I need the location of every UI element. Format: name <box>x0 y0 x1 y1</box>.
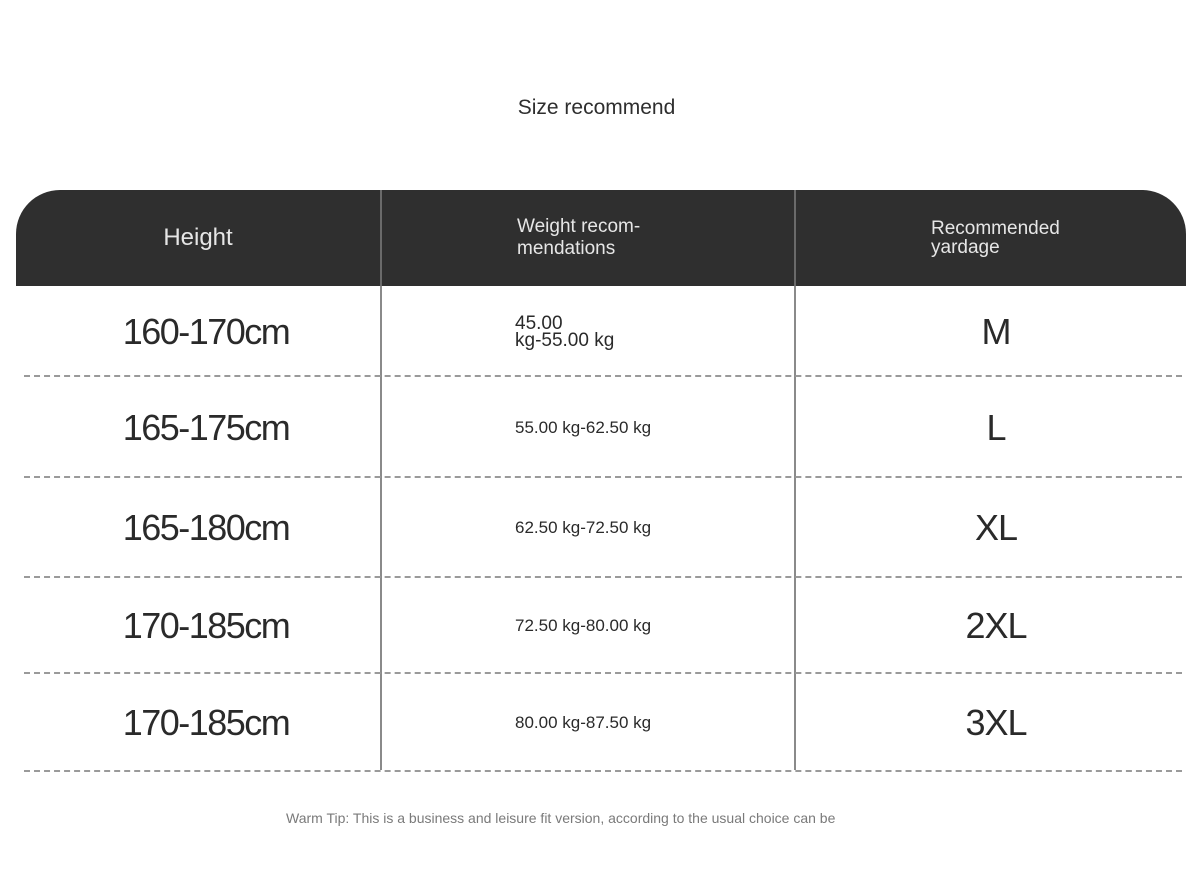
size-cell: L <box>986 406 1006 448</box>
header-divider <box>380 190 382 286</box>
weight-cell: 80.00 kg-87.50 kg <box>515 713 652 732</box>
size-cell: M <box>981 310 1011 352</box>
header-size-line1: Recommended <box>931 218 1060 239</box>
header-divider <box>794 190 796 286</box>
header-size-line2: yardage <box>931 237 1000 258</box>
header-size <box>931 190 1171 286</box>
weight-cell: 45.00 kg-55.00 kg <box>515 312 615 351</box>
header-height: Height <box>163 224 233 251</box>
height-cell: 165-180cm <box>122 507 290 548</box>
weight-cell: 72.50 kg-80.00 kg <box>515 616 652 635</box>
table-row <box>16 478 1186 578</box>
weight-cell: 55.00 kg-62.50 kg <box>515 417 652 437</box>
header-weight <box>517 190 777 286</box>
height-cell: 170-185cm <box>122 702 290 743</box>
size-cell: 2XL <box>965 605 1027 646</box>
page-title: Size recommend <box>517 96 676 119</box>
header-weight-line2: mendations <box>517 238 616 259</box>
height-cell: 170-185cm <box>122 605 290 646</box>
height-cell: 165-175cm <box>122 406 290 448</box>
table-row <box>16 377 1186 478</box>
size-table <box>16 190 1186 772</box>
table-header <box>16 190 1186 286</box>
size-cell: XL <box>974 507 1018 548</box>
height-cell: 160-170cm <box>122 310 290 352</box>
size-cell: 3XL <box>965 702 1027 743</box>
header-weight-line1: Weight recom- <box>517 216 641 237</box>
table-row <box>16 674 1186 772</box>
row-divider <box>24 770 1182 772</box>
weight-cell: 62.50 kg-72.50 kg <box>515 518 652 537</box>
warm-tip: Warm Tip: This is a business and leisure fit version, according to the usual choice can be <box>286 810 836 826</box>
table-row <box>16 286 1186 377</box>
table-row <box>16 578 1186 674</box>
